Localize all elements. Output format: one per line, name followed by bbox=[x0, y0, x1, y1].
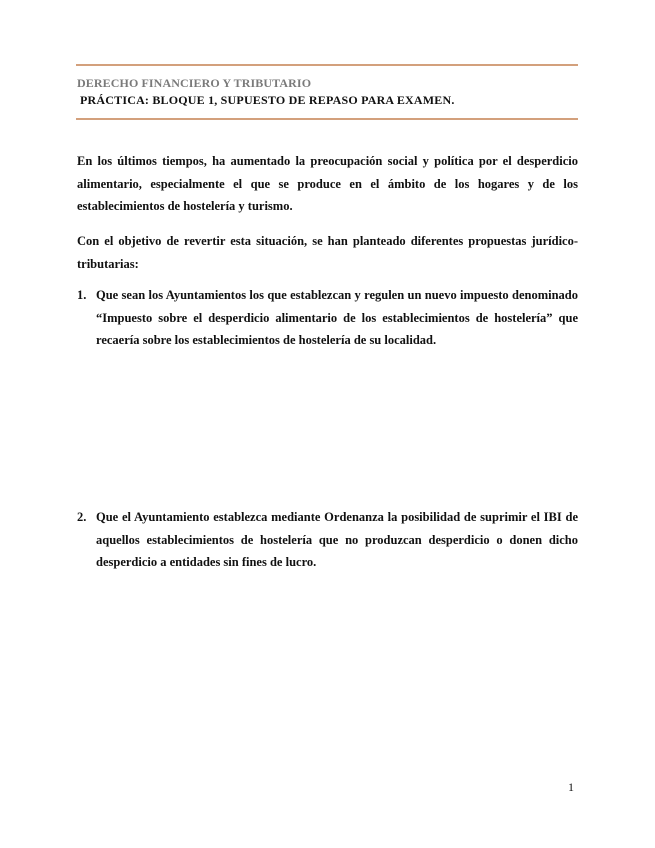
course-title: DERECHO FINANCIERO Y TRIBUTARIO bbox=[77, 76, 312, 90]
list-item-text: Que el Ayuntamiento establezca mediante Ordenanza la posibilidad de suprimir el IBI de aquellos establecimientos de hostelería que no produzcan desperdicio o donen dicho desperdicio a entidades sin fines de lucro. bbox=[96, 510, 578, 569]
intro-paragraph: En los últimos tiempos, ha aumentado la preocupación social y política por el desperdicio alimentario, especialmente el que se produce en el ámbito de los hogares y de los establecimientos de hostelería y turismo. bbox=[77, 154, 578, 213]
list-item-number: 2. bbox=[77, 510, 87, 524]
page-number: 1 bbox=[568, 780, 574, 794]
objective-paragraph: Con el objetivo de revertir esta situación, se han planteado diferentes propuestas jurídico-tributarias: bbox=[77, 234, 578, 271]
header-bottom-rule bbox=[76, 118, 578, 120]
header-top-rule bbox=[76, 64, 578, 66]
practice-title: PRÁCTICA: BLOQUE 1, SUPUESTO DE REPASO PARA EXAMEN. bbox=[80, 93, 455, 107]
list-item-text: Que sean los Ayuntamientos los que establezcan y regulen un nuevo impuesto denominado “Impuesto sobre el desperdicio alimentario de los establecimientos de hostelería” que recaería sobre los establecimientos de hostelería de su localidad. bbox=[96, 288, 578, 347]
list-item-number: 1. bbox=[77, 288, 87, 302]
